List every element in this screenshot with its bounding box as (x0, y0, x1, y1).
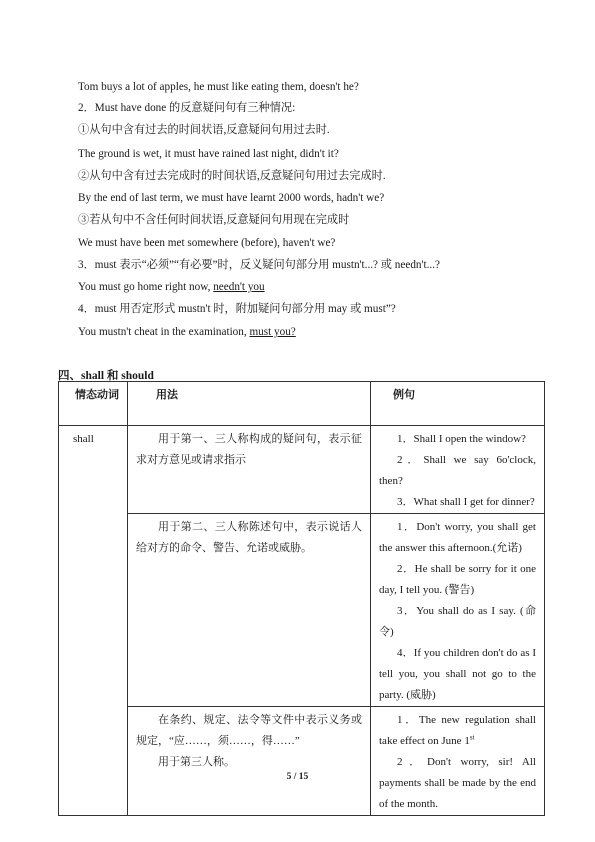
table-row (59, 707, 545, 816)
text-line: 3．must 表示“必须”“有必要”时，反义疑问句部分用 mustn't...? 或 needn't...? (78, 259, 440, 271)
text-line (78, 280, 265, 294)
text-line: We must have been met somewhere (before), haven't we? (78, 237, 336, 249)
text-line (78, 325, 296, 339)
example-item: 2．Shall we say 6o'clock, then? (379, 454, 536, 487)
usage-text: 用于第一、三人称构成的疑问句，表示征求对方意见或请求指示 (136, 433, 362, 466)
usage-cell (128, 707, 371, 816)
example-item: 3．What shall I get for dinner? (397, 496, 535, 508)
table-header-row (59, 382, 545, 426)
underlined-text: must you? (249, 326, 296, 338)
header-cell (59, 382, 128, 426)
example-item: 1．Shall I open the window? (397, 433, 526, 445)
header-label: 用法 (156, 389, 178, 401)
usage-cell (128, 426, 371, 514)
text-line: ②从句中含有过去完成时的时间状语,反意疑问句用过去完成时. (78, 170, 386, 182)
example-item: 1．Don't worry, you shall get the answer this afternoon.(允诺) (379, 521, 536, 554)
text-line: ③若从句中不含任何时间状语,反意疑问句用现在完成时 (78, 214, 350, 226)
usage-text: 用于第二、三人称陈述句中，表示说话人给对方的命令、警告、允诺或威胁。 (136, 521, 362, 554)
table-row (59, 514, 545, 707)
text-line: ①从句中含有过去的时间状语,反意疑问句用过去时. (78, 124, 330, 136)
example-cell (371, 707, 545, 816)
text-line: 4．must 用否定形式 mustn't 时，附加疑问句部分用 may 或 must”? (78, 303, 396, 315)
text-line: Tom buys a lot of apples, he must like eating them, doesn't he? (78, 81, 359, 93)
example-text: 1．The new regulation shall take effect on June 1 (379, 714, 536, 747)
header-cell (371, 382, 545, 426)
modal-cell (59, 426, 128, 816)
example-item: 2．He shall be sorry for it one day, I tell you. (警告) (379, 563, 536, 596)
modal-word: shall (73, 433, 94, 445)
text-segment: You mustn't cheat in the examination, (78, 326, 250, 338)
text-line: By the end of last term, we must have learnt 2000 words, hadn't we? (78, 192, 385, 204)
underlined-text: needn't you (213, 281, 265, 293)
example-item: 4．If you children don't do as I tell you, you shall not go to the party. (威胁) (379, 647, 536, 701)
example-cell (371, 514, 545, 707)
section-title: 四、shall 和 should (58, 370, 154, 382)
table-row (59, 426, 545, 514)
text-line: The ground is wet, it must have rained last night, didn't it? (78, 148, 339, 160)
usage-text: 用于第三人称。 (158, 756, 235, 768)
example-item: 3．You shall do as I say. (命令) (379, 605, 536, 638)
modal-verb-table (58, 381, 545, 816)
example-cell (371, 426, 545, 514)
page-number: 5 / 15 (286, 772, 309, 782)
text-line: 2．Must have done 的反意疑问句有三种情况: (78, 102, 296, 114)
header-cell (128, 382, 371, 426)
superscript: st (469, 733, 475, 742)
text-segment: You must go home right now, (78, 281, 214, 293)
example-item (379, 710, 536, 752)
example-item: 2．Don't worry, sir! All payments shall be made by the end of the month. (379, 756, 536, 810)
header-label: 例句 (393, 389, 415, 401)
header-label: 情态动词 (75, 389, 119, 401)
usage-cell (128, 514, 371, 707)
usage-text: 在条约、规定、法令等文件中表示义务或规定，“应……，须……，得……” (136, 714, 362, 747)
